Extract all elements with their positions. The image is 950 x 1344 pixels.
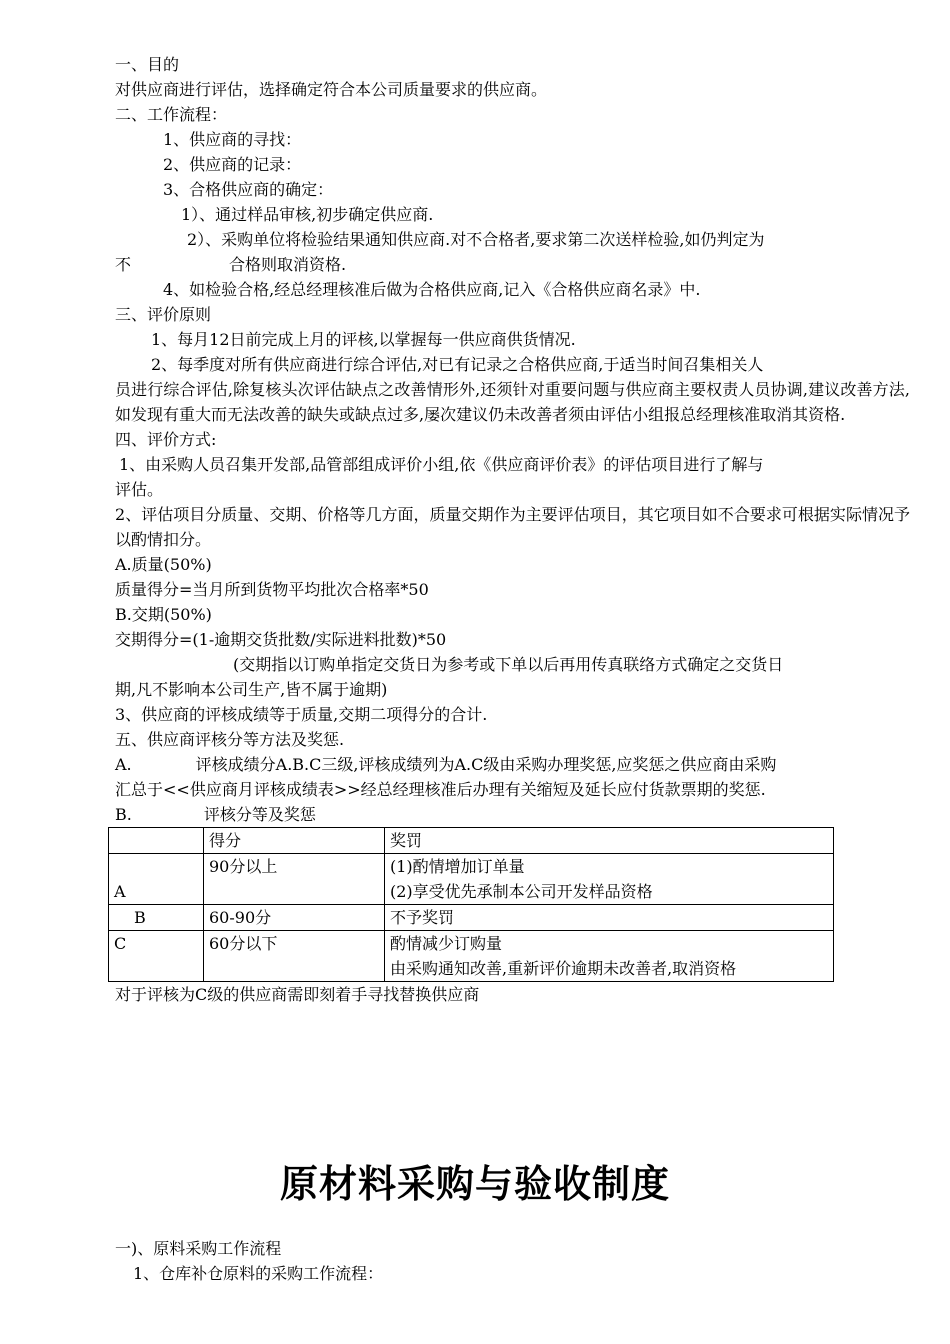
delivery-note-rest: 期,凡不影响本公司生产,皆不属于逾期) — [115, 680, 388, 699]
grading-b-prefix: B. — [115, 805, 132, 824]
table-row — [109, 905, 834, 931]
workflow-subitem: 1）、通过样品审核,初步确定供应商. — [181, 205, 434, 224]
section-1-heading: 一、目的 — [115, 55, 180, 74]
workflow-item: 3、合格供应商的确定： — [163, 180, 334, 199]
quality-label: A.质量(50%) — [115, 555, 212, 574]
reward-line: 由采购通知改善,重新评价逾期未改善者,取消资格 — [390, 959, 737, 978]
method-1-rest: 评估。 — [115, 480, 164, 499]
workflow-subitem: 2）、采购单位将检验结果通知供应商.对不合格者,要求第二次送样检验,如仍判定为 — [187, 230, 765, 249]
grade-cell: B — [109, 905, 204, 931]
continuation-prefix: 不 — [115, 255, 132, 274]
workflow-subitem-continuation — [115, 252, 910, 277]
delivery-label: B.交期(50%) — [115, 605, 212, 624]
reward-line: (1)酌情增加订单量 — [390, 857, 525, 876]
score-cell: 60-90分 — [204, 905, 385, 931]
table-header-grade — [109, 828, 204, 854]
workflow-item: 4、如检验合格,经总经理核准后做为合格供应商,记入《合格供应商名录》中. — [163, 280, 701, 299]
workflow-item: 2、供应商的记录： — [163, 155, 302, 174]
section-1-body: 对供应商进行评估，选择确定符合本公司质量要求的供应商。 — [115, 80, 548, 99]
table-header-reward: 奖罚 — [385, 828, 834, 854]
grade-cell: C — [109, 931, 204, 982]
score-cell: 60分以下 — [204, 931, 385, 982]
reward-line: 不予奖罚 — [390, 908, 455, 927]
delivery-formula: 交期得分=(1-逾期交货批数/实际进料批数)*50 — [115, 630, 447, 649]
principle-2-rest: 员进行综合评估,除复核头次评估缺点之改善情形外,还须针对重要问题与供应商主要权责人员协调,建议改善方法,如发现有重大而无法改善的缺失或缺点过多,屡次建议仍未改善者须由评估小组报总经理核准取消其资格. — [115, 380, 910, 424]
table-row — [109, 854, 834, 905]
score-cell: 90分以上 — [204, 854, 385, 905]
closing-note: 对于评核为C级的供应商需即刻着手寻找替换供应商 — [115, 985, 480, 1004]
method-1-first-line: 1、由采购人员召集开发部,品管部组成评价小组,依《供应商评价表》的评估项目进行了解与 — [119, 455, 764, 474]
method-3: 3、供应商的评核成绩等于质量,交期二项得分的合计. — [115, 705, 488, 724]
continuation-text: 合格则取消资格. — [229, 255, 347, 274]
reward-cell — [385, 854, 834, 905]
delivery-note-first-line: (交期指以订购单指定交货日为参考或下单以后再用传真联络方式确定之交货日 — [233, 655, 784, 674]
section-4-heading: 四、评价方式: — [115, 430, 217, 449]
table-header-score: 得分 — [204, 828, 385, 854]
quality-formula: 质量得分=当月所到货物平均批次合格率*50 — [115, 580, 429, 599]
grading-a-prefix: A. — [115, 755, 132, 774]
workflow-item: 1、供应商的寻找： — [163, 130, 302, 149]
principle-1: 1、每月12日前完成上月的评核,以掌握每一供应商供货情况. — [151, 330, 576, 349]
grading-a-rest: 汇总于<<供应商月评核成绩表>>经总经理核准后办理有关缩短及延长应付货款票期的奖惩. — [115, 780, 766, 799]
table-header-row — [109, 828, 834, 854]
grading-b-line — [115, 802, 910, 827]
document-body — [115, 52, 910, 1007]
grade-cell: A — [109, 854, 204, 905]
grading-table — [108, 827, 834, 982]
reward-line: 酌情减少订购量 — [390, 934, 503, 953]
grading-a-text: 评核成绩分A.B.C三级,评核成绩列为A.C级由采购办理奖惩,应奖惩之供应商由采购 — [195, 755, 777, 774]
next-section — [115, 1236, 383, 1286]
section-5-heading: 五、供应商评核分等方法及奖惩. — [115, 730, 345, 749]
next-section-heading: 一)、原料采购工作流程 — [115, 1239, 282, 1258]
section-3-heading: 三、评价原则 — [115, 305, 212, 324]
reward-cell — [385, 931, 834, 982]
document-title: 原材料采购与验收制度 — [279, 1162, 670, 1206]
method-2: 2、评估项目分质量、交期、价格等几方面，质量交期作为主要评估项目，其它项目如不合要求可根据实际情况予以酌情扣分。 — [115, 505, 910, 549]
reward-cell — [385, 905, 834, 931]
next-section-item: 1、仓库补仓原料的采购工作流程： — [133, 1264, 384, 1283]
grading-a-first-line — [115, 752, 910, 777]
grading-b-text: 评核分等及奖惩 — [203, 805, 316, 824]
section-2-heading: 二、工作流程： — [115, 105, 228, 124]
reward-line: (2)享受优先承制本公司开发样品资格 — [390, 882, 653, 901]
table-row — [109, 931, 834, 982]
principle-2-first-line: 2、每季度对所有供应商进行综合评估,对已有记录之合格供应商,于适当时间召集相关人 — [151, 355, 764, 374]
